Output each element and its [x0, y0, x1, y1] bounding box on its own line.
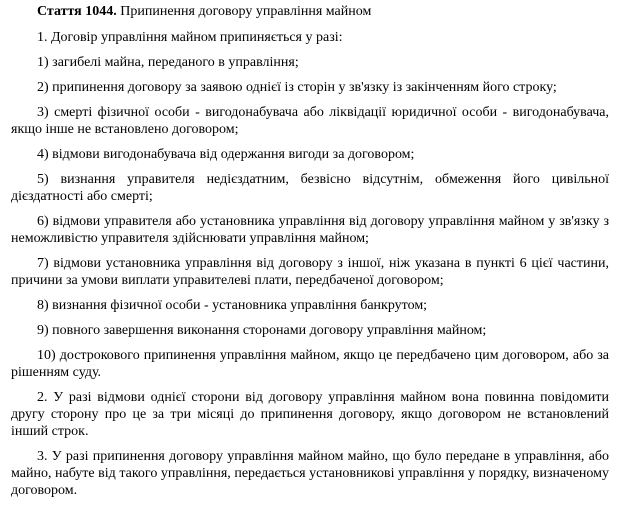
paragraph-item-7: 7) відмови установника управління від договору з іншої, ніж указана в пункті 6 цієї частини, причини за умови виплати управителеві плати, передбаченої договором;	[11, 256, 609, 288]
paragraph-item-3: 3) смерті фізичної особи - вигодонабувача або ліквідації юридичної особи - вигодонабувача, якщо інше не встановлено договором;	[11, 105, 609, 137]
article-title	[37, 3, 609, 22]
article-body	[11, 29, 609, 499]
paragraph-item-2: 2) припинення договору за заявою однієї із сторін у зв'язку із закінченням його строку;	[37, 80, 557, 95]
paragraph-part-2: 2. У разі відмови однієї сторони від договору управління майном вона повинна повідомити другу сторону про це за три місяці до припинення договору, якщо договором не встановлений інший строк.	[11, 390, 609, 439]
paragraph-item-4: 4) відмови вигодонабувача від одержання вигоди за договором;	[37, 147, 415, 162]
paragraph-item-6: 6) відмови управителя або установника управління від договору управління майном у зв'язку з неможливістю управителя здійснювати управління майном;	[11, 214, 609, 246]
paragraph-item-9: 9) повного завершення виконання сторонами договору управління майном;	[37, 323, 487, 338]
paragraph-part-1-intro: 1. Договір управління майном припиняється у разі:	[37, 30, 343, 45]
paragraph-item-1: 1) загибелі майна, переданого в управління;	[37, 55, 299, 70]
paragraph-item-8: 8) визнання фізичної особи - установника управління банкрутом;	[37, 298, 428, 313]
article-number: Стаття 1044.	[37, 4, 117, 19]
paragraph-item-10: 10) дострокового припинення управління майном, якщо це передбачено цим договором, або за рішенням суду.	[11, 348, 609, 380]
paragraph-item-5: 5) визнання управителя недієздатним, безвісно відсутнім, обмеження його цивільної дієздатності або смерті;	[11, 172, 609, 204]
paragraph-part-3: 3. У разі припинення договору управління майном майно, що було передане в управління, або майно, набуте від такого управління, передається установникові управління у порядку, визначеному договором.	[11, 449, 609, 498]
article-heading: Припинення договору управління майном	[120, 4, 372, 19]
